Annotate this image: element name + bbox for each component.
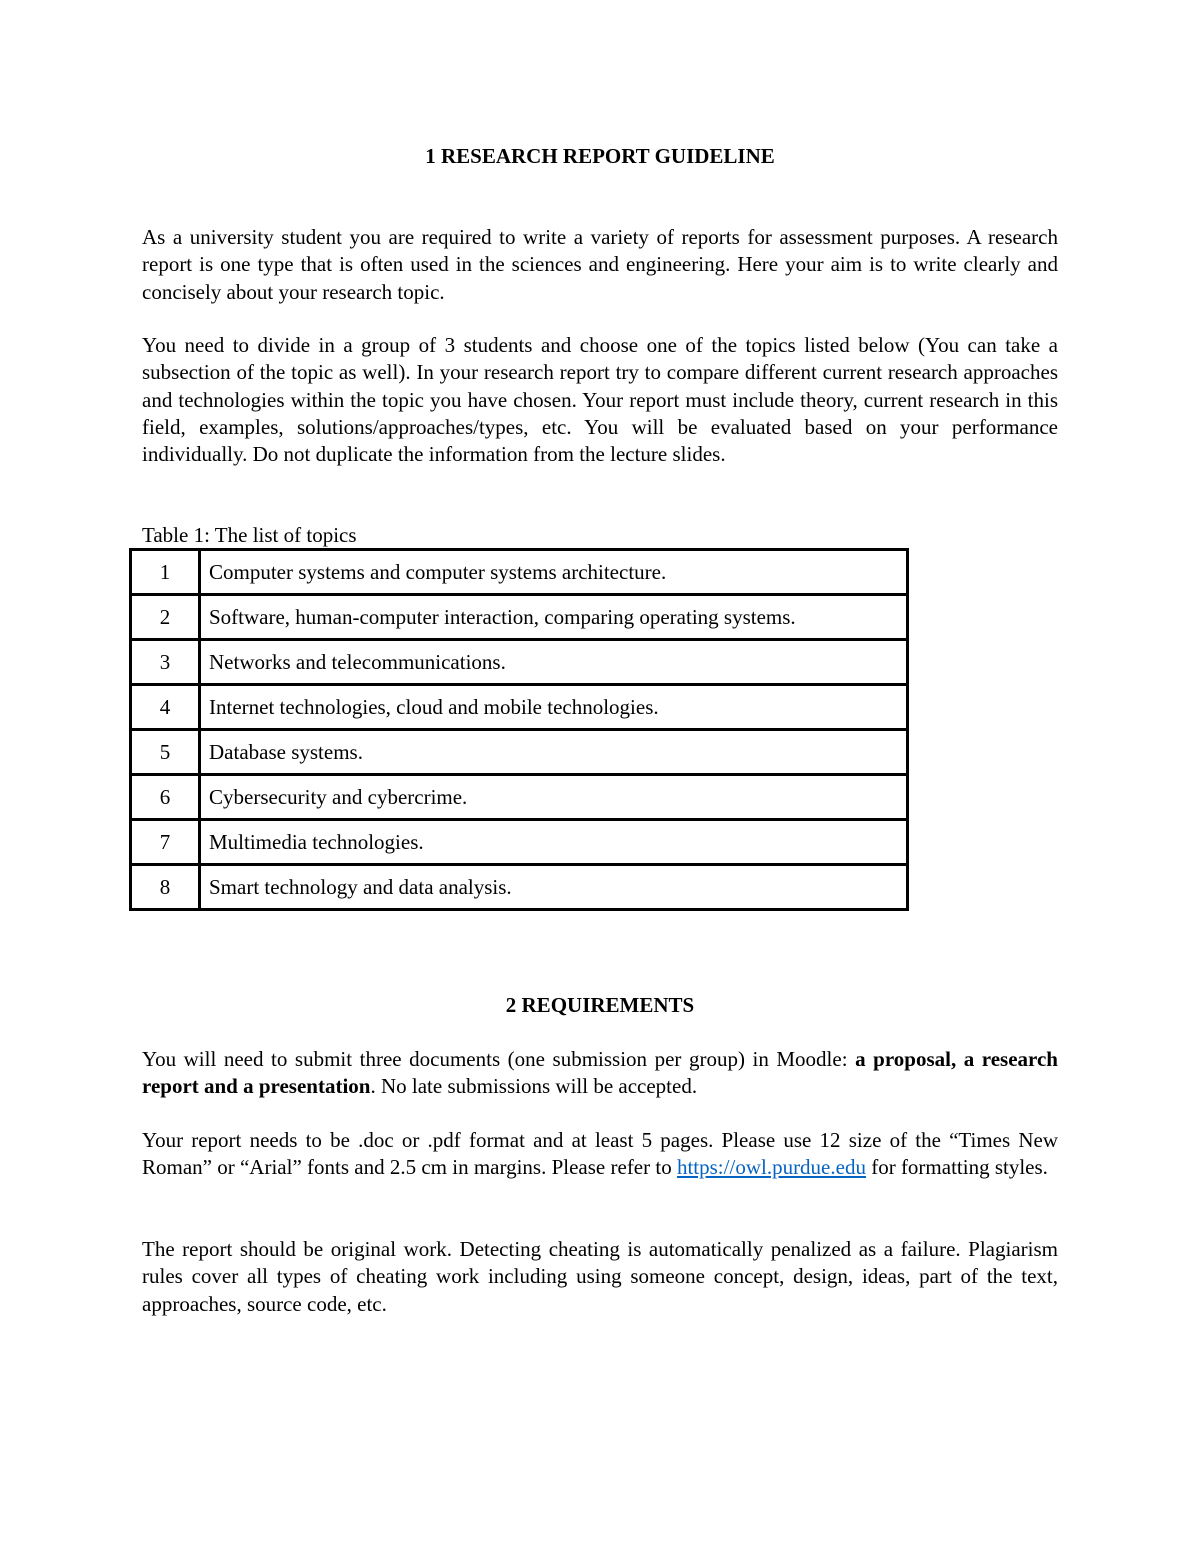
topic-number: 1: [131, 550, 200, 595]
purdue-owl-link[interactable]: https://owl.purdue.edu: [676, 1155, 866, 1180]
section-2-heading: 2 REQUIREMENTS: [505, 993, 695, 1017]
table-row: [131, 865, 908, 910]
table-row: [131, 820, 908, 865]
topic-number: 6: [131, 775, 200, 820]
paragraph-text: Your report needs to be .doc or .pdf format and at least 5 pages. Please use 12 size of the “Times New Roman” or “Arial” fonts and 2.5 cm in margins. Please refer to: [142, 1128, 1058, 1180]
table-row: [131, 550, 908, 595]
table-row: [131, 775, 908, 820]
topic-number: 5: [131, 730, 200, 775]
paragraph-text: for formatting styles.: [865, 1155, 1048, 1180]
section-2-paragraph-2: [142, 1127, 1058, 1182]
topic-text: Smart technology and data analysis.: [200, 865, 908, 910]
section-1-heading: 1 RESEARCH REPORT GUIDELINE: [425, 144, 775, 168]
table-caption: Table 1: The list of topics: [142, 523, 357, 547]
section-1-paragraph-1: As a university student you are required to write a variety of reports for assessment purposes. A research report is one type that is often used in the sciences and engineering. Here your aim is to write clearly and concisely about your research topic.: [142, 225, 1058, 304]
section-1-paragraph-2: You need to divide in a group of 3 students and choose one of the topics listed below (You can take a subsection of the topic as well). In your research report try to compare different current research approaches and technologies within the topic you have chosen. Your report must include theory, current research in this field, examples, solutions/approaches/types, etc. You will be evaluated based on your performance individually. Do not duplicate the information from the lecture slides.: [142, 333, 1058, 467]
section-2-paragraph-3: The report should be original work. Detecting cheating is automatically penalized as a failure. Plagiarism rules cover all types of cheating work including using someone concept, design, ideas, part of the text, approaches, source code, etc.: [142, 1237, 1058, 1316]
topic-text: Database systems.: [200, 730, 908, 775]
topic-number: 2: [131, 595, 200, 640]
table-row: [131, 640, 908, 685]
topic-text: Cybersecurity and cybercrime.: [200, 775, 908, 820]
topic-text: Multimedia technologies.: [200, 820, 908, 865]
topic-number: 8: [131, 865, 200, 910]
section-2-paragraph-1: [142, 1046, 1058, 1101]
topic-number: 7: [131, 820, 200, 865]
topics-table: [129, 548, 909, 911]
table-row: [131, 595, 908, 640]
topic-text: Software, human-computer interaction, comparing operating systems.: [200, 595, 908, 640]
table-row: [131, 730, 908, 775]
topic-text: Computer systems and computer systems architecture.: [200, 550, 908, 595]
table-row: [131, 685, 908, 730]
paragraph-text: You will need to submit three documents (one submission per group) in Moodle:: [142, 1047, 856, 1071]
topic-text: Internet technologies, cloud and mobile technologies.: [200, 685, 908, 730]
paragraph-text: . No late submissions will be accepted.: [370, 1074, 698, 1099]
topic-number: 3: [131, 640, 200, 685]
deliverables-bold-text: a proposal, a research report and a presentation: [142, 1047, 1058, 1099]
topic-text: Networks and telecommunications.: [200, 640, 908, 685]
topic-number: 4: [131, 685, 200, 730]
